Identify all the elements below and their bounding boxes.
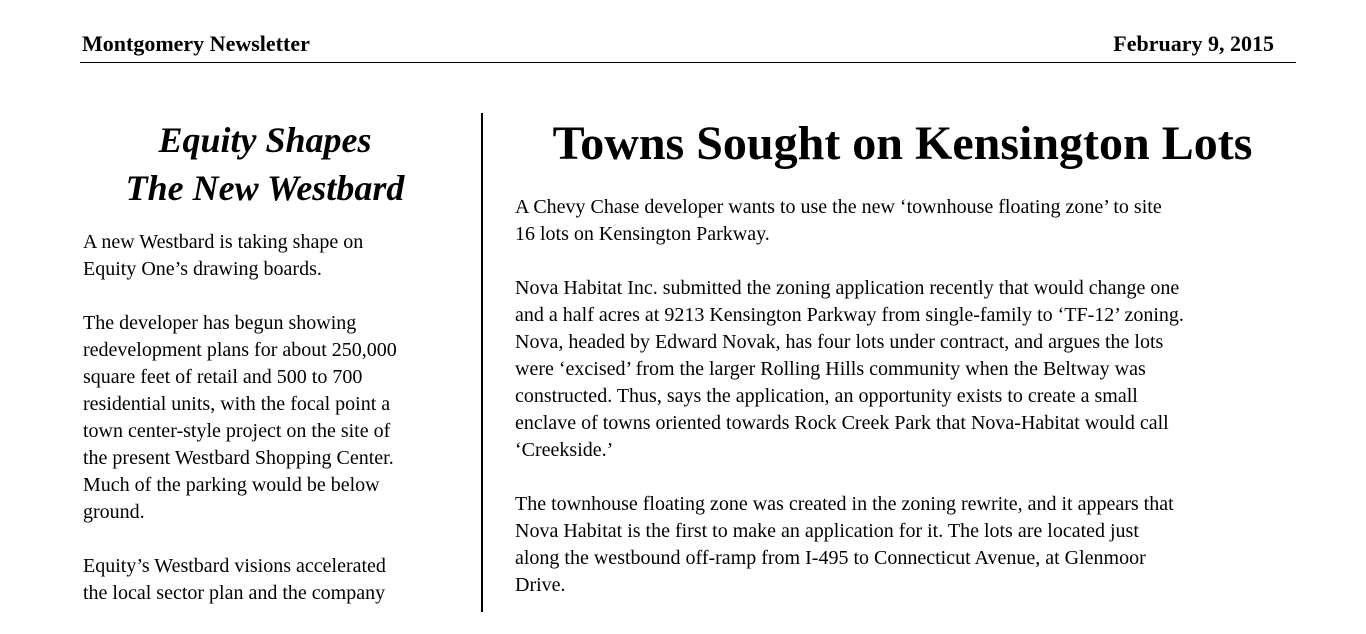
text-line: The townhouse floating zone was created in the zoning rewrite, and it appears that — [515, 493, 1174, 515]
text-line: residential units, with the focal point a — [83, 393, 391, 415]
masthead — [80, 28, 1296, 63]
text-line: Nova Habitat is the first to make an application for it. The lots are located just — [515, 520, 1139, 542]
left-paragraph — [83, 553, 453, 607]
text-line: the present Westbard Shopping Center. — [83, 447, 394, 469]
right-article-body — [515, 194, 1305, 599]
text-line: enclave of towns oriented towards Rock Creek Park that Nova-Habitat would call — [515, 412, 1169, 434]
text-line: constructed. Thus, says the application, an opportunity exists to create a small — [515, 385, 1138, 407]
text-line: redevelopment plans for about 250,000 — [83, 339, 397, 361]
left-paragraph — [83, 229, 453, 283]
issue-date: February 9, 2015 — [1113, 31, 1274, 56]
text-line: square feet of retail and 500 to 700 — [83, 366, 363, 388]
text-line: town center-style project on the site of — [83, 420, 391, 442]
text-line: Equity One’s drawing boards. — [83, 258, 322, 280]
left-article — [83, 116, 453, 634]
text-line: the local sector plan and the company — [83, 582, 386, 604]
left-headline-line: Equity Shapes — [158, 120, 372, 160]
text-line: A Chevy Chase developer wants to use the new ‘townhouse floating zone’ to site — [515, 196, 1162, 218]
right-article — [515, 116, 1305, 626]
text-line: A new Westbard is taking shape on — [83, 231, 364, 253]
text-line: 16 lots on Kensington Parkway. — [515, 223, 770, 245]
text-line: Nova, headed by Edward Novak, has four lots under contract, and argues the lots — [515, 331, 1164, 353]
newsletter-title: Montgomery Newsletter — [82, 31, 310, 56]
text-line: ‘Creekside.’ — [515, 439, 614, 461]
column-divider — [481, 113, 483, 612]
text-line: The developer has begun showing — [83, 312, 357, 334]
text-line: along the westbound off-ramp from I-495 to Connecticut Avenue, at Glenmoor — [515, 547, 1146, 569]
text-line: ground. — [83, 501, 145, 523]
left-paragraph — [83, 310, 453, 526]
text-line: Much of the parking would be below — [83, 474, 380, 496]
text-line: Equity’s Westbard visions accelerated — [83, 555, 386, 577]
left-headline-line: The New Westbard — [125, 168, 405, 208]
text-line: were ‘excised’ from the larger Rolling Hills community when the Beltway was — [515, 358, 1146, 380]
right-paragraph — [515, 275, 1305, 464]
right-paragraph — [515, 194, 1305, 248]
left-article-headline — [83, 116, 447, 212]
text-line: and a half acres at 9213 Kensington Parkway from single-family to ‘TF-12’ zoning. — [515, 304, 1184, 326]
text-line: Drive. — [515, 574, 566, 596]
left-article-body — [83, 229, 453, 607]
right-article-headline: Towns Sought on Kensington Lots — [552, 117, 1253, 170]
right-paragraph — [515, 491, 1305, 599]
text-line: Nova Habitat Inc. submitted the zoning application recently that would change one — [515, 277, 1180, 299]
